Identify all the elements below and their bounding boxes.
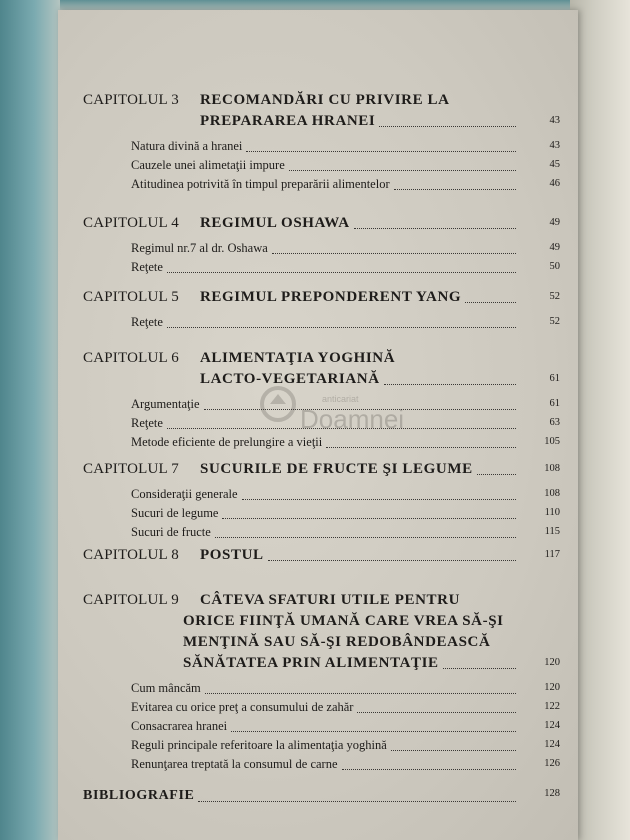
toc-entry[interactable]: Consacrarea hranei <box>131 719 228 733</box>
toc-entry[interactable]: Argumentaţie <box>131 397 200 411</box>
chapter-page-number: 52 <box>549 291 560 302</box>
chapter-page-number: 108 <box>544 463 560 474</box>
toc-entry[interactable]: Reţete <box>131 315 163 329</box>
dot-leader <box>465 302 516 303</box>
right-background <box>570 0 630 840</box>
entry-page-number: 115 <box>544 526 560 537</box>
toc-entry[interactable]: Cauzele unei alimetaţii impure <box>131 158 285 172</box>
chapter-title-line[interactable]: SĂNĂTATEA PRIN ALIMENTAŢIE <box>183 655 439 671</box>
toc-entry[interactable]: Natura divină a hranei <box>131 139 243 153</box>
chapter-label: CAPITOLUL 5 <box>83 289 179 305</box>
entry-page-number: 122 <box>544 701 560 712</box>
chapter-page-number: 117 <box>544 549 560 560</box>
toc-entry[interactable]: Reguli principale referitoare la alimentaţia yoghină <box>131 738 387 752</box>
dot-leader <box>204 409 516 410</box>
entry-page-number: 108 <box>544 488 560 499</box>
dot-leader <box>215 537 516 538</box>
entry-page-number: 49 <box>549 242 560 253</box>
toc-entry[interactable]: Regimul nr.7 al dr. Oshawa <box>131 241 268 255</box>
chapter-title-line[interactable]: MENŢINĂ SAU SĂ-ŞI REDOBÂNDEASCĂ <box>183 634 491 650</box>
toc-entry[interactable]: Cum mâncăm <box>131 681 201 695</box>
dot-leader <box>167 272 516 273</box>
toc-entry[interactable]: Evitarea cu orice preţ a consumului de zahăr <box>131 700 354 714</box>
entry-page-number: 43 <box>549 140 560 151</box>
dot-leader <box>222 518 516 519</box>
dot-leader <box>272 253 516 254</box>
entry-page-number: 50 <box>549 261 560 272</box>
chapter-title-line[interactable]: ALIMENTAŢIA YOGHINĂ <box>200 350 396 366</box>
dot-leader <box>357 712 516 713</box>
book-spine-background <box>0 0 62 840</box>
dot-leader <box>354 228 516 229</box>
book-page <box>58 10 578 840</box>
dot-leader <box>231 731 516 732</box>
dot-leader <box>326 447 516 448</box>
dot-leader <box>268 560 516 561</box>
chapter-title-line[interactable]: PREPARAREA HRANEI <box>200 113 376 129</box>
chapter-page-number: 61 <box>549 373 560 384</box>
toc-entry[interactable]: Reţete <box>131 260 163 274</box>
toc-entry[interactable]: Sucuri de fructe <box>131 525 211 539</box>
entry-page-number: 124 <box>544 720 560 731</box>
toc-entry[interactable]: Sucuri de legume <box>131 506 219 520</box>
chapter-title-line[interactable]: SUCURILE DE FRUCTE ŞI LEGUME <box>200 461 473 477</box>
dot-leader <box>342 769 516 770</box>
dot-leader <box>198 801 516 802</box>
chapter-label: CAPITOLUL 7 <box>83 461 179 477</box>
dot-leader <box>167 327 516 328</box>
dot-leader <box>379 126 516 127</box>
watermark-text: Doamnei <box>300 404 405 434</box>
entry-page-number: 61 <box>549 398 560 409</box>
chapter-title-line[interactable]: REGIMUL PREPONDERENT YANG <box>200 289 462 305</box>
bibliography-label[interactable]: BIBLIOGRAFIE <box>83 788 195 803</box>
dot-leader <box>289 170 516 171</box>
entry-page-number: 120 <box>544 682 560 693</box>
dot-leader <box>477 474 516 475</box>
entry-page-number: 45 <box>549 159 560 170</box>
dot-leader <box>246 151 516 152</box>
chapter-title-line[interactable]: CÂTEVA SFATURI UTILE PENTRU <box>200 592 461 608</box>
toc-entry[interactable]: Renunţarea treptată la consumul de carne <box>131 757 338 771</box>
chapter-page-number: 49 <box>549 217 560 228</box>
entry-page-number: 110 <box>544 507 560 518</box>
entry-page-number: 124 <box>544 739 560 750</box>
entry-page-number: 52 <box>549 316 560 327</box>
chapter-label: CAPITOLUL 8 <box>83 547 179 563</box>
bibliography-page-number: 128 <box>544 788 560 799</box>
chapter-page-number: 43 <box>549 115 560 126</box>
toc-entry[interactable]: Metode eficiente de prelungire a vieţii <box>131 435 323 449</box>
chapter-title-line[interactable]: ORICE FIINŢĂ UMANĂ CARE VREA SĂ-ŞI <box>183 613 504 629</box>
chapter-title-line[interactable]: RECOMANDĂRI CU PRIVIRE LA <box>200 92 450 108</box>
dot-leader <box>384 384 516 385</box>
watermark <box>256 378 406 468</box>
chapter-title-line[interactable]: REGIMUL OSHAWA <box>200 215 350 231</box>
watermark-small-text: anticariat <box>322 394 359 404</box>
chapter-label: CAPITOLUL 9 <box>83 592 179 608</box>
chapter-label: CAPITOLUL 4 <box>83 215 179 231</box>
dot-leader <box>167 428 516 429</box>
toc-entry[interactable]: Reţete <box>131 416 163 430</box>
toc-entry[interactable]: Consideraţii generale <box>131 487 238 501</box>
dot-leader <box>391 750 516 751</box>
dot-leader <box>443 668 516 669</box>
chapter-page-number: 120 <box>544 657 560 668</box>
entry-page-number: 105 <box>544 436 560 447</box>
entry-page-number: 126 <box>544 758 560 769</box>
entry-page-number: 63 <box>549 417 560 428</box>
toc-entry[interactable]: Atitudinea potrivită în timpul preparării alimentelor <box>131 177 390 191</box>
chapter-title-line[interactable]: LACTO-VEGETARIANĂ <box>200 371 380 387</box>
dot-leader <box>205 693 516 694</box>
chapter-label: CAPITOLUL 3 <box>83 92 179 108</box>
entry-page-number: 46 <box>549 178 560 189</box>
dot-leader <box>242 499 516 500</box>
chapter-title-line[interactable]: POSTUL <box>200 547 264 563</box>
dot-leader <box>394 189 516 190</box>
chapter-label: CAPITOLUL 6 <box>83 350 179 366</box>
